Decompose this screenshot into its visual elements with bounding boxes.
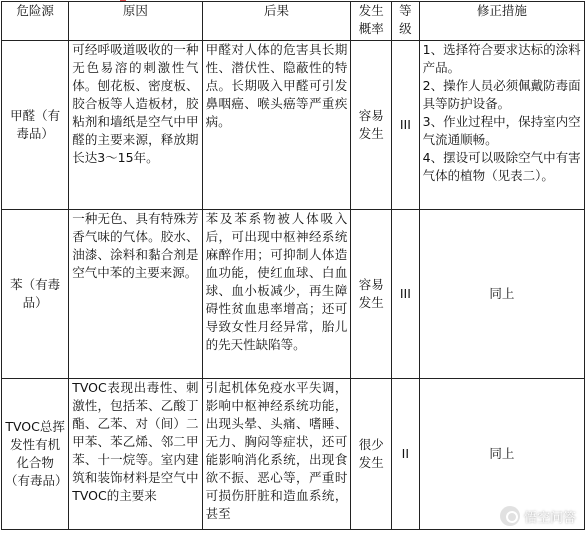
measure-item: 4、摆设可以吸除空气中有害气体的植物（见表二）。 [422, 150, 581, 183]
consequence-cell: 苯及苯系物被人体吸入后，可出现中枢神经系统麻醉作用；可抑制人体造血功能，使红血球、白血球、血小板减少，再生障碍性贫血患率增高；还可导致女性月经异常，胎儿的先天性缺陷等。 [202, 210, 351, 379]
source-text: 甲醛（有毒品） [10, 108, 61, 141]
hazard-table [1, 1, 585, 530]
header-source: 危险源 [2, 2, 69, 41]
level-text: II [401, 446, 410, 461]
measure-item: 1、选择符合要求达标的涂料产品。 [422, 42, 581, 75]
measures-text: 同上 [489, 286, 515, 301]
probability-text: 很少发生 [358, 437, 384, 470]
probability-text: 容易发生 [358, 108, 384, 141]
probability-cell [351, 379, 392, 530]
probability-cell [351, 41, 392, 210]
level-cell [392, 41, 420, 210]
source-cell [2, 379, 69, 530]
source-text: TVOC总挥发性有机化合物（有毒品） [5, 419, 68, 488]
measures-text: 同上 [489, 446, 515, 461]
cause-cell: 一种无色、具有特殊芳香气味的气体。胶水、油漆、涂料和黏合剂是空气中苯的主要来源。 [69, 210, 202, 379]
watermark-text: 悟空问答 [523, 510, 576, 526]
watermark [500, 506, 576, 526]
measures-cell [419, 41, 584, 210]
cause-cell: 可经呼吸道吸收的一种无色易溶的刺激性气体。刨花板、密度板、胶合板等人造板材，胶粘剂和墙纸是空气中甲醛的主要来源，释放期长达3～15年。 [69, 41, 202, 210]
table-row [2, 379, 585, 530]
source-cell [2, 41, 69, 210]
probability-cell [351, 210, 392, 379]
measure-item: 2、操作人员必须佩戴防毒面具等防护设备。 [422, 78, 581, 111]
level-text: III [399, 117, 411, 132]
header-row [2, 2, 585, 41]
consequence-cell: 甲醛对人体的危害具长期性、潜伏性、隐蔽性的特点。长期吸入甲醛可引发鼻咽癌、喉头癌等严重疾病。 [202, 41, 351, 210]
wukong-logo-icon [500, 506, 520, 526]
header-probability: 发生概率 [351, 2, 392, 41]
header-consequence: 后果 [202, 2, 351, 41]
cause-cell: TVOC表现出毒性、刺激性，包括苯、乙酸丁酯、乙苯、对（间）二甲苯、苯乙烯、邻二甲苯、十一烷等。室内建筑和装饰材料是空气中TVOC的主要来 [69, 379, 202, 530]
header-measures: 修正措施 [419, 2, 584, 41]
header-level: 等级 [392, 2, 420, 41]
level-cell [392, 210, 420, 379]
consequence-cell: 引起机体免疫水平失调，影响中枢神经系统功能，出现头晕、头痛、嗜睡、无力、胸闷等症状，还可能影响消化系统，出现食欲不振、恶心等，严重时可损伤肝脏和造血系统，甚至 [202, 379, 351, 530]
header-cause: 原因 [69, 2, 202, 41]
measure-item: 3、作业过程中，保持室内空气流通顺畅。 [422, 114, 581, 147]
table-row [2, 210, 585, 379]
probability-text: 容易发生 [358, 277, 384, 310]
measures-cell [419, 210, 584, 379]
level-text: III [399, 286, 411, 301]
table-row [2, 41, 585, 210]
source-text: 苯（有毒品） [10, 277, 61, 310]
level-cell [392, 379, 420, 530]
source-cell [2, 210, 69, 379]
